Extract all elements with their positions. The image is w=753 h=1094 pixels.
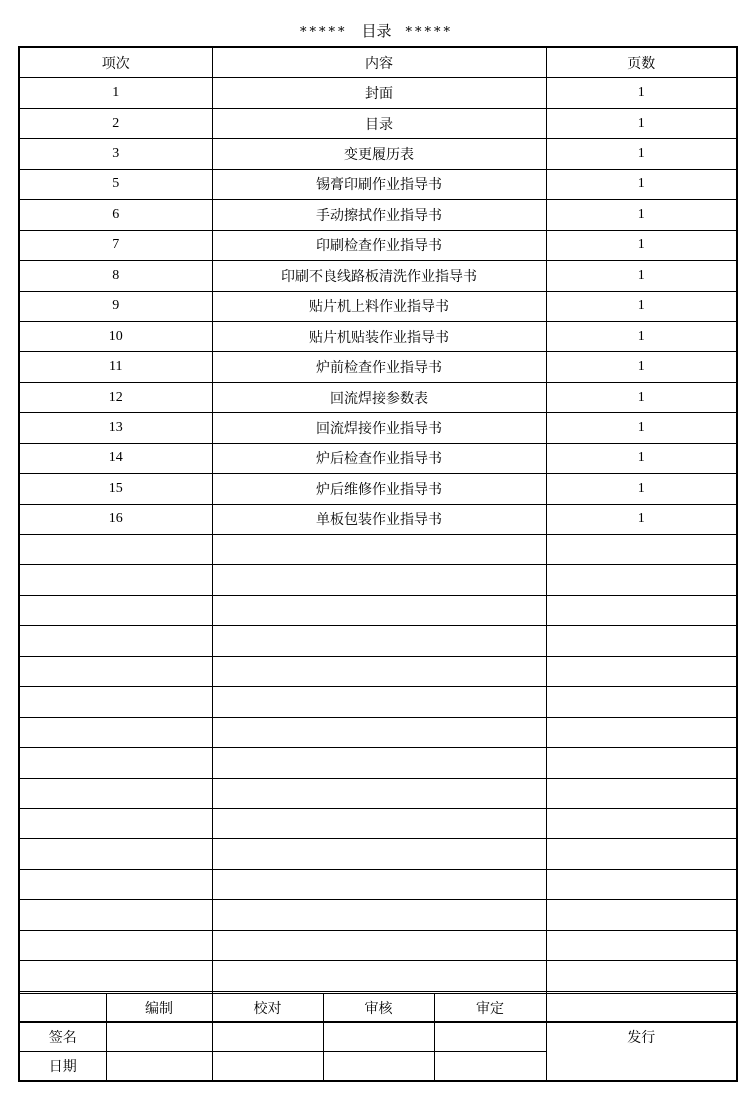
- toc-pages-cell: [546, 687, 737, 717]
- toc-table: [18, 46, 738, 1023]
- blank-table-row: [19, 565, 737, 595]
- signoff-signature-label: 签名: [19, 1023, 106, 1052]
- signoff-header-row: [19, 994, 737, 1023]
- signoff-proofread-signature: [212, 1023, 323, 1052]
- table-row: [19, 169, 737, 199]
- signoff-proofread-date: [212, 1052, 323, 1082]
- toc-pages-cell: [546, 748, 737, 778]
- table-row: [19, 200, 737, 230]
- toc-item-cell: [19, 869, 212, 899]
- toc-item-cell: 14: [19, 443, 212, 473]
- toc-content-cell: 变更履历表: [212, 139, 546, 169]
- toc-content-cell: 印刷不良线路板清洗作业指导书: [212, 261, 546, 291]
- toc-content-cell: 印刷检查作业指导书: [212, 230, 546, 260]
- toc-pages-cell: [546, 717, 737, 747]
- toc-content-cell: 目录: [212, 108, 546, 138]
- table-row: [19, 139, 737, 169]
- toc-content-cell: 回流焊接参数表: [212, 382, 546, 412]
- toc-item-cell: [19, 839, 212, 869]
- blank-table-row: [19, 656, 737, 686]
- signoff-review-signature: [323, 1023, 434, 1052]
- toc-item-cell: [19, 656, 212, 686]
- toc-pages-cell: [546, 656, 737, 686]
- toc-content-cell: 手动擦拭作业指导书: [212, 200, 546, 230]
- toc-item-cell: 6: [19, 200, 212, 230]
- toc-item-cell: 10: [19, 321, 212, 351]
- table-row: [19, 443, 737, 473]
- header-pages: 页数: [546, 47, 737, 78]
- toc-pages-cell: [546, 626, 737, 656]
- title-stars-right: *****: [405, 25, 453, 40]
- toc-content-cell: 封面: [212, 78, 546, 108]
- blank-table-row: [19, 748, 737, 778]
- table-row: [19, 261, 737, 291]
- signoff-proofread-label: 校对: [212, 994, 323, 1023]
- toc-item-cell: [19, 961, 212, 991]
- toc-pages-cell: 1: [546, 261, 737, 291]
- toc-pages-cell: 1: [546, 321, 737, 351]
- toc-pages-cell: 1: [546, 169, 737, 199]
- signoff-compile-signature: [106, 1023, 212, 1052]
- toc-content-cell: 单板包装作业指导书: [212, 504, 546, 534]
- toc-content-cell: [212, 565, 546, 595]
- blank-table-row: [19, 839, 737, 869]
- toc-item-cell: [19, 535, 212, 565]
- toc-pages-cell: 1: [546, 382, 737, 412]
- table-row: [19, 230, 737, 260]
- toc-content-cell: 贴片机上料作业指导书: [212, 291, 546, 321]
- toc-item-cell: 1: [19, 78, 212, 108]
- toc-item-cell: [19, 900, 212, 930]
- toc-pages-cell: 1: [546, 230, 737, 260]
- signoff-review-label: 审核: [323, 994, 434, 1023]
- toc-item-cell: 16: [19, 504, 212, 534]
- table-row: [19, 321, 737, 351]
- blank-table-row: [19, 717, 737, 747]
- toc-content-cell: [212, 595, 546, 625]
- signoff-review-date: [323, 1052, 434, 1082]
- toc-item-cell: 13: [19, 413, 212, 443]
- toc-content-cell: [212, 656, 546, 686]
- blank-table-row: [19, 900, 737, 930]
- toc-pages-cell: [546, 900, 737, 930]
- header-item: 项次: [19, 47, 212, 78]
- toc-content-cell: 贴片机贴装作业指导书: [212, 321, 546, 351]
- toc-content-cell: [212, 869, 546, 899]
- toc-content-cell: [212, 748, 546, 778]
- document-title: [0, 20, 753, 42]
- toc-content-cell: [212, 626, 546, 656]
- table-row: [19, 413, 737, 443]
- table-row: [19, 504, 737, 534]
- title-text: 目录: [361, 22, 392, 40]
- toc-item-cell: 9: [19, 291, 212, 321]
- toc-pages-cell: [546, 778, 737, 808]
- signoff-approve-signature: [434, 1023, 546, 1052]
- toc-item-cell: 5: [19, 169, 212, 199]
- blank-table-row: [19, 535, 737, 565]
- toc-content-cell: 炉后维修作业指导书: [212, 474, 546, 504]
- blank-table-row: [19, 961, 737, 991]
- toc-pages-cell: 1: [546, 200, 737, 230]
- toc-item-cell: 11: [19, 352, 212, 382]
- toc-content-cell: [212, 961, 546, 991]
- blank-table-row: [19, 808, 737, 838]
- toc-item-cell: [19, 626, 212, 656]
- blank-table-row: [19, 687, 737, 717]
- toc-item-cell: [19, 717, 212, 747]
- toc-pages-cell: 1: [546, 474, 737, 504]
- signoff-issue-label: 发行: [546, 994, 737, 1082]
- toc-content-cell: [212, 808, 546, 838]
- toc-header-row: [19, 47, 737, 78]
- toc-pages-cell: [546, 961, 737, 991]
- toc-content-cell: 炉前检查作业指导书: [212, 352, 546, 382]
- toc-item-cell: [19, 930, 212, 960]
- toc-item-cell: 2: [19, 108, 212, 138]
- toc-pages-cell: [546, 930, 737, 960]
- toc-item-cell: [19, 778, 212, 808]
- toc-pages-cell: 1: [546, 443, 737, 473]
- toc-pages-cell: 1: [546, 139, 737, 169]
- toc-content-cell: [212, 687, 546, 717]
- toc-pages-cell: 1: [546, 78, 737, 108]
- toc-item-cell: [19, 808, 212, 838]
- toc-content-cell: [212, 930, 546, 960]
- toc-item-cell: 7: [19, 230, 212, 260]
- toc-item-cell: [19, 748, 212, 778]
- toc-pages-cell: [546, 595, 737, 625]
- blank-table-row: [19, 626, 737, 656]
- toc-item-cell: [19, 595, 212, 625]
- table-row: [19, 108, 737, 138]
- toc-content-cell: [212, 839, 546, 869]
- table-row: [19, 474, 737, 504]
- toc-item-cell: 8: [19, 261, 212, 291]
- toc-pages-cell: 1: [546, 504, 737, 534]
- toc-pages-cell: 1: [546, 291, 737, 321]
- blank-table-row: [19, 930, 737, 960]
- signoff-compile-date: [106, 1052, 212, 1082]
- toc-content-cell: 炉后检查作业指导书: [212, 443, 546, 473]
- blank-table-row: [19, 869, 737, 899]
- toc-pages-cell: [546, 839, 737, 869]
- signoff-corner-cell: [19, 994, 106, 1023]
- signoff-compile-label: 编制: [106, 994, 212, 1023]
- signoff-date-label: 日期: [19, 1052, 106, 1082]
- table-row: [19, 382, 737, 412]
- toc-pages-cell: [546, 808, 737, 838]
- toc-pages-cell: [546, 535, 737, 565]
- blank-table-row: [19, 595, 737, 625]
- blank-table-row: [19, 778, 737, 808]
- toc-pages-cell: 1: [546, 413, 737, 443]
- toc-content-cell: [212, 717, 546, 747]
- table-row: [19, 352, 737, 382]
- table-row: [19, 291, 737, 321]
- toc-pages-cell: 1: [546, 108, 737, 138]
- toc-pages-cell: [546, 565, 737, 595]
- signoff-table: [18, 993, 738, 1082]
- toc-content-cell: [212, 900, 546, 930]
- toc-item-cell: 12: [19, 382, 212, 412]
- toc-item-cell: [19, 565, 212, 595]
- toc-item-cell: 3: [19, 139, 212, 169]
- toc-content-cell: 锡膏印刷作业指导书: [212, 169, 546, 199]
- toc-pages-cell: 1: [546, 352, 737, 382]
- toc-content-cell: [212, 778, 546, 808]
- table-row: [19, 78, 737, 108]
- toc-content-cell: 回流焊接作业指导书: [212, 413, 546, 443]
- signoff-approve-date: [434, 1052, 546, 1082]
- toc-item-cell: [19, 687, 212, 717]
- toc-pages-cell: [546, 869, 737, 899]
- header-content: 内容: [212, 47, 546, 78]
- toc-content-cell: [212, 535, 546, 565]
- title-stars-left: *****: [299, 25, 348, 40]
- signoff-approve-label: 审定: [434, 994, 546, 1023]
- toc-item-cell: 15: [19, 474, 212, 504]
